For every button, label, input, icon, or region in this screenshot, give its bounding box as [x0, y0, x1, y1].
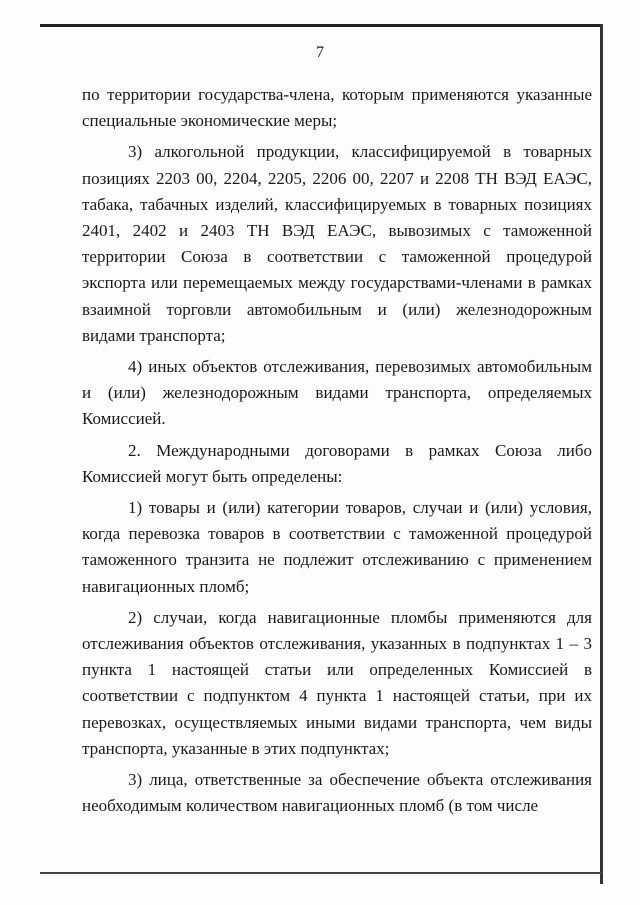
paragraph-item-4: 4) иных объектов отслеживания, перевозимых автомобильным и (или) железнодорожным видами транспорта, определяемых Комиссией. — [82, 357, 592, 429]
paragraph-continuation: по территории государства-члена, которым применяются указанные специальные экономические меры; — [82, 85, 592, 131]
page-top-border — [40, 24, 602, 27]
page-right-border — [600, 24, 603, 884]
paragraph-section-2: 2. Международными договорами в рамках Союза либо Комиссией могут быть определены: — [82, 440, 592, 486]
paragraph-subitem-1: 1) товары и (или) категории товаров, случаи и (или) условия, когда перевозка товаров в соответствии с таможенной процедурой таможенного транзита не подлежит отслеживанию с применением навигационных пломб; — [82, 498, 592, 596]
paragraph-subitem-2: 2) случаи, когда навигационные пломбы применяются для отслеживания объектов отслеживания, указанных в подпунктах 1 – 3 пункта 1 настоящей статьи или определенных Комиссией в соответствии с подпунктом 4 пункта 1 настоящей статьи, при их перевозках, осуществляемых иными видами транспорта, чем виды транспорта, указанные в этих подпунктах; — [82, 607, 592, 758]
page-bottom-border — [40, 872, 602, 874]
document-body — [82, 82, 592, 824]
paragraph-item-3: 3) алкогольной продукции, классифицируемой в товарных позициях 2203 00, 2204, 2205, 2206 00, 2207 и 2208 ТН ВЭД ЕАЭС, табака, табачных изделий, классифицируемых в товарных позициях 2401, 2402 и 2403 ТН ВЭД ЕАЭС, вывозимых с таможенной территории Союза в соответствии с таможенной процедурой экспорта или перемещаемых между государствами-членами в рамках взаимной торговли автомобильным и (или) железнодорожным видами транспорта; — [82, 142, 592, 345]
paragraph-subitem-3: 3) лица, ответственные за обеспечение объекта отслеживания необходимым количеством навигационных пломб (в том числе — [82, 770, 592, 816]
page-number: 7 — [316, 44, 324, 61]
